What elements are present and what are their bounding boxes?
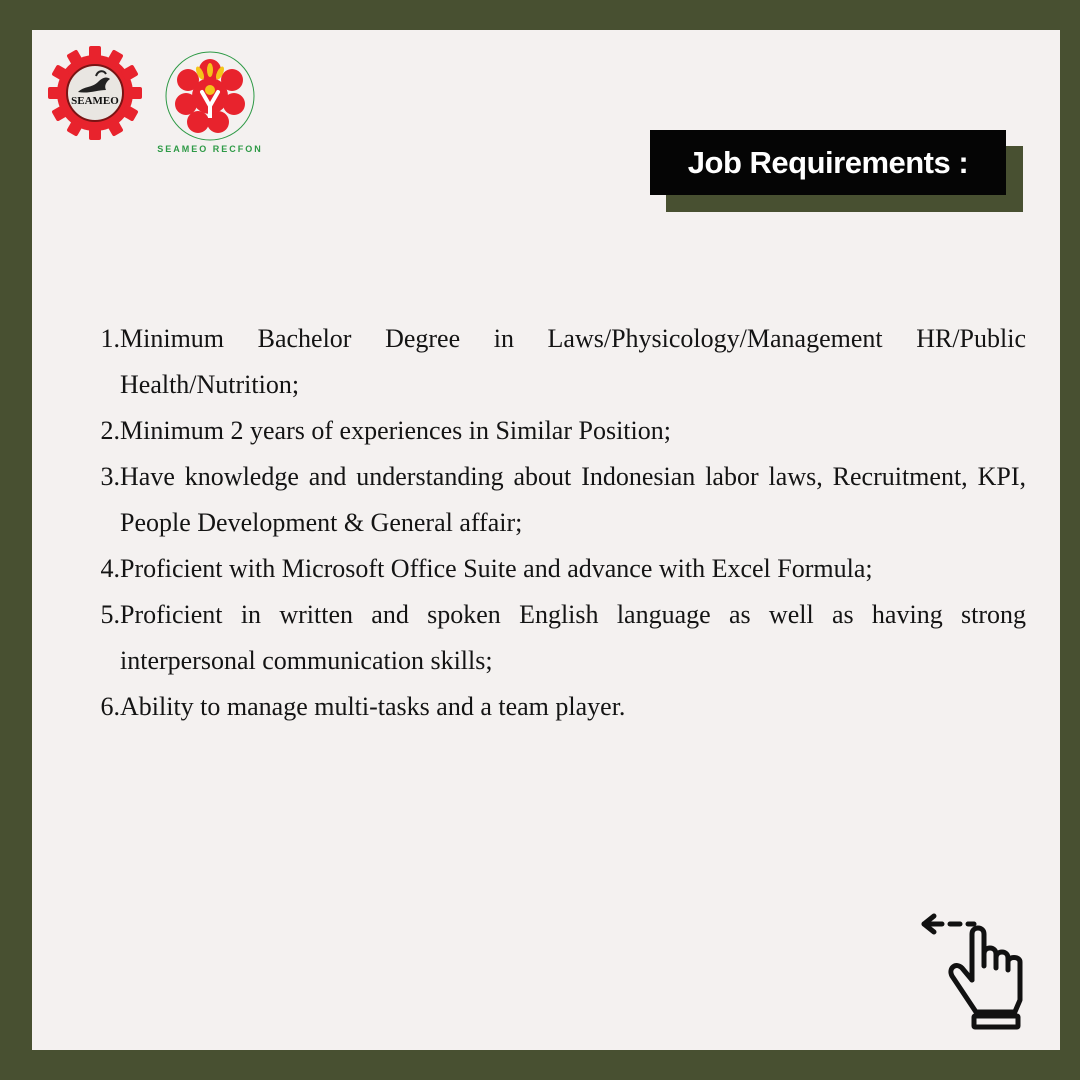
list-item-number: 4. <box>100 554 120 583</box>
svg-text:SEAMEO RECFON: SEAMEO RECFON <box>157 144 263 154</box>
list-item <box>92 316 1026 408</box>
list-item-text: Have knowledge and understanding about Indonesian labor laws, Recruitment, KPI, People Development & General affair; <box>120 462 1026 537</box>
list-item-number: 2. <box>100 416 120 445</box>
list-item-number: 6. <box>100 692 120 721</box>
content-card <box>32 30 1060 1050</box>
seameo-gear-logo-icon <box>48 46 142 140</box>
list-item-text: Minimum 2 years of experiences in Similar Position; <box>120 416 671 445</box>
list-item-text: Proficient with Microsoft Office Suite and advance with Excel Formula; <box>120 554 873 583</box>
page-title: Job Requirements : <box>687 144 969 180</box>
requirements-list <box>92 316 1026 730</box>
title-box <box>650 130 1006 195</box>
list-item-text: Proficient in written and spoken English language as well as having strong interpersonal communication skills; <box>120 600 1026 675</box>
list-item <box>92 684 1026 730</box>
list-item-number: 5. <box>100 600 120 629</box>
list-item-number: 3. <box>100 462 120 491</box>
list-item <box>92 546 1026 592</box>
logo-group <box>48 46 263 154</box>
swipe-left-hand-icon <box>918 912 1028 1032</box>
list-item <box>92 454 1026 546</box>
svg-text:SEAMEO: SEAMEO <box>71 95 119 107</box>
list-item-text: Minimum Bachelor Degree in Laws/Physicology/Management HR/Public Health/Nutrition; <box>120 324 1026 399</box>
list-item <box>92 408 1026 454</box>
seameo-recfon-flower-logo-icon <box>154 46 266 158</box>
title-banner <box>650 130 1024 214</box>
list-item <box>92 592 1026 684</box>
list-item-number: 1. <box>100 324 120 353</box>
list-item-text: Ability to manage multi-tasks and a team player. <box>120 692 626 721</box>
